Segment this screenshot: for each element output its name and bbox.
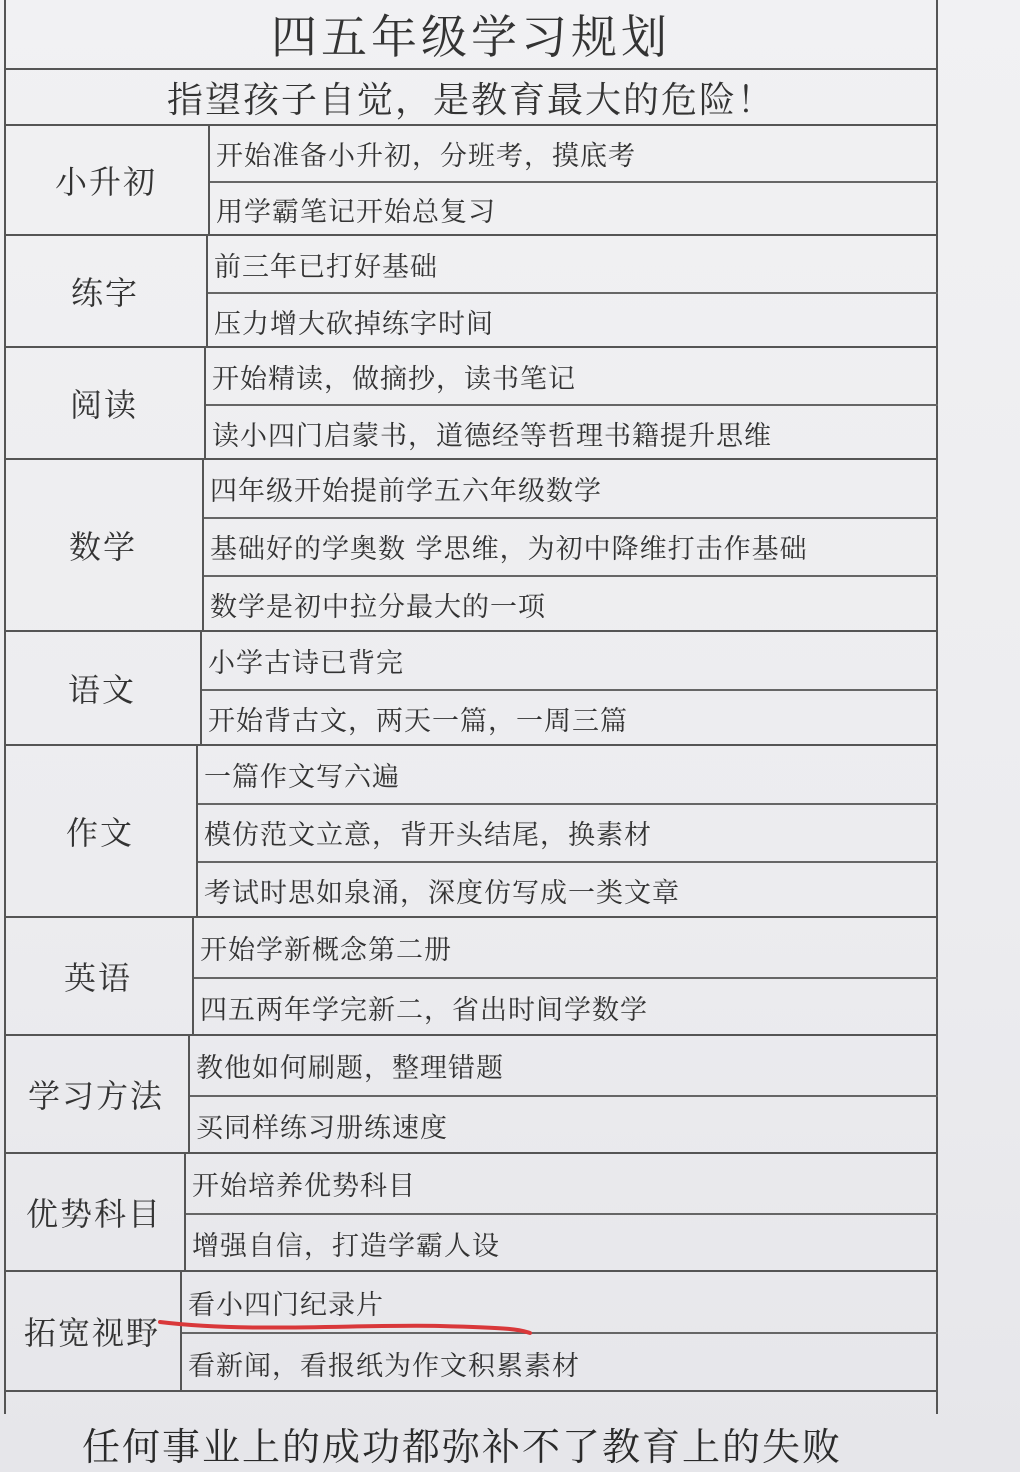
plan-item: 开始学新概念第二册 xyxy=(200,935,452,966)
footer-slogan: 任何事业上的成功都弥补不了教育上的失败 xyxy=(82,1424,843,1469)
plan-section xyxy=(4,1272,938,1392)
item-list xyxy=(194,918,938,1034)
plan-item: 四五两年学完新二，省出时间学数学 xyxy=(194,977,938,1036)
category-label: 小升初 xyxy=(4,126,210,234)
plan-item: 买同样练习册练速度 xyxy=(190,1095,938,1154)
plan-item: 数学是初中拉分最大的一项 xyxy=(204,575,938,632)
plan-section xyxy=(4,918,938,1036)
item-list xyxy=(202,632,938,744)
plan-item: 看小四门纪录片 xyxy=(188,1289,384,1321)
category-label: 优势科目 xyxy=(4,1154,186,1270)
item-list xyxy=(190,1036,938,1152)
plan-item: 模仿范文立意，背开头结尾，换素材 xyxy=(198,803,938,860)
plan-section xyxy=(4,1036,938,1154)
category-label: 拓宽视野 xyxy=(4,1272,182,1390)
plan-section xyxy=(4,126,938,236)
item-list xyxy=(210,126,938,234)
plan-item: 教他如何刷题，整理错题 xyxy=(196,1053,504,1084)
plan-item: 增强自信，打造学霸人设 xyxy=(186,1213,938,1272)
plan-section xyxy=(4,632,938,746)
plan-section xyxy=(4,746,938,918)
motto-banner: 指望孩子自觉，是教育最大的危险！ xyxy=(4,70,938,126)
category-label: 学习方法 xyxy=(4,1036,190,1152)
category-label: 阅读 xyxy=(4,348,206,458)
item-list xyxy=(208,236,938,346)
plan-item: 用学霸笔记开始总复习 xyxy=(210,181,938,236)
item-list xyxy=(204,460,938,630)
plan-item: 一篇作文写六遍 xyxy=(204,762,400,794)
item-list xyxy=(206,348,938,458)
plan-section xyxy=(4,348,938,460)
plan-item: 开始精读，做摘抄，读书笔记 xyxy=(212,363,576,395)
plan-section xyxy=(4,1154,938,1272)
item-list xyxy=(198,746,938,916)
category-label: 数学 xyxy=(4,460,204,630)
category-label: 练字 xyxy=(4,236,208,346)
plan-item: 四年级开始提前学五六年级数学 xyxy=(210,476,602,508)
plan-section xyxy=(4,460,938,632)
category-label: 语文 xyxy=(4,632,202,744)
item-list xyxy=(186,1154,938,1270)
plan-item: 压力增大砍掉练字时间 xyxy=(208,292,938,348)
plan-item: 考试时思如泉涌，深度仿写成一类文章 xyxy=(198,861,938,918)
item-list xyxy=(182,1272,938,1390)
plan-item: 开始培养优势科目 xyxy=(192,1171,416,1202)
plan-item: 开始准备小升初，分班考，摸底考 xyxy=(216,141,636,172)
plan-section xyxy=(4,236,938,348)
plan-item: 基础好的学奥数 学思维，为初中降维打击作基础 xyxy=(204,517,938,574)
category-label: 作文 xyxy=(4,746,198,916)
plan-table xyxy=(4,126,938,1392)
document-title: 四五年级学习规划 xyxy=(4,0,938,70)
plan-item: 开始背古文，两天一篇，一周三篇 xyxy=(202,689,938,746)
category-label: 英语 xyxy=(4,918,194,1034)
plan-item: 小学古诗已背完 xyxy=(208,648,404,679)
plan-item: 读小四门启蒙书，道德经等哲理书籍提升思维 xyxy=(206,404,938,460)
plan-item: 前三年已打好基础 xyxy=(214,251,438,283)
plan-item: 看新闻，看报纸为作文积累素材 xyxy=(182,1332,938,1392)
